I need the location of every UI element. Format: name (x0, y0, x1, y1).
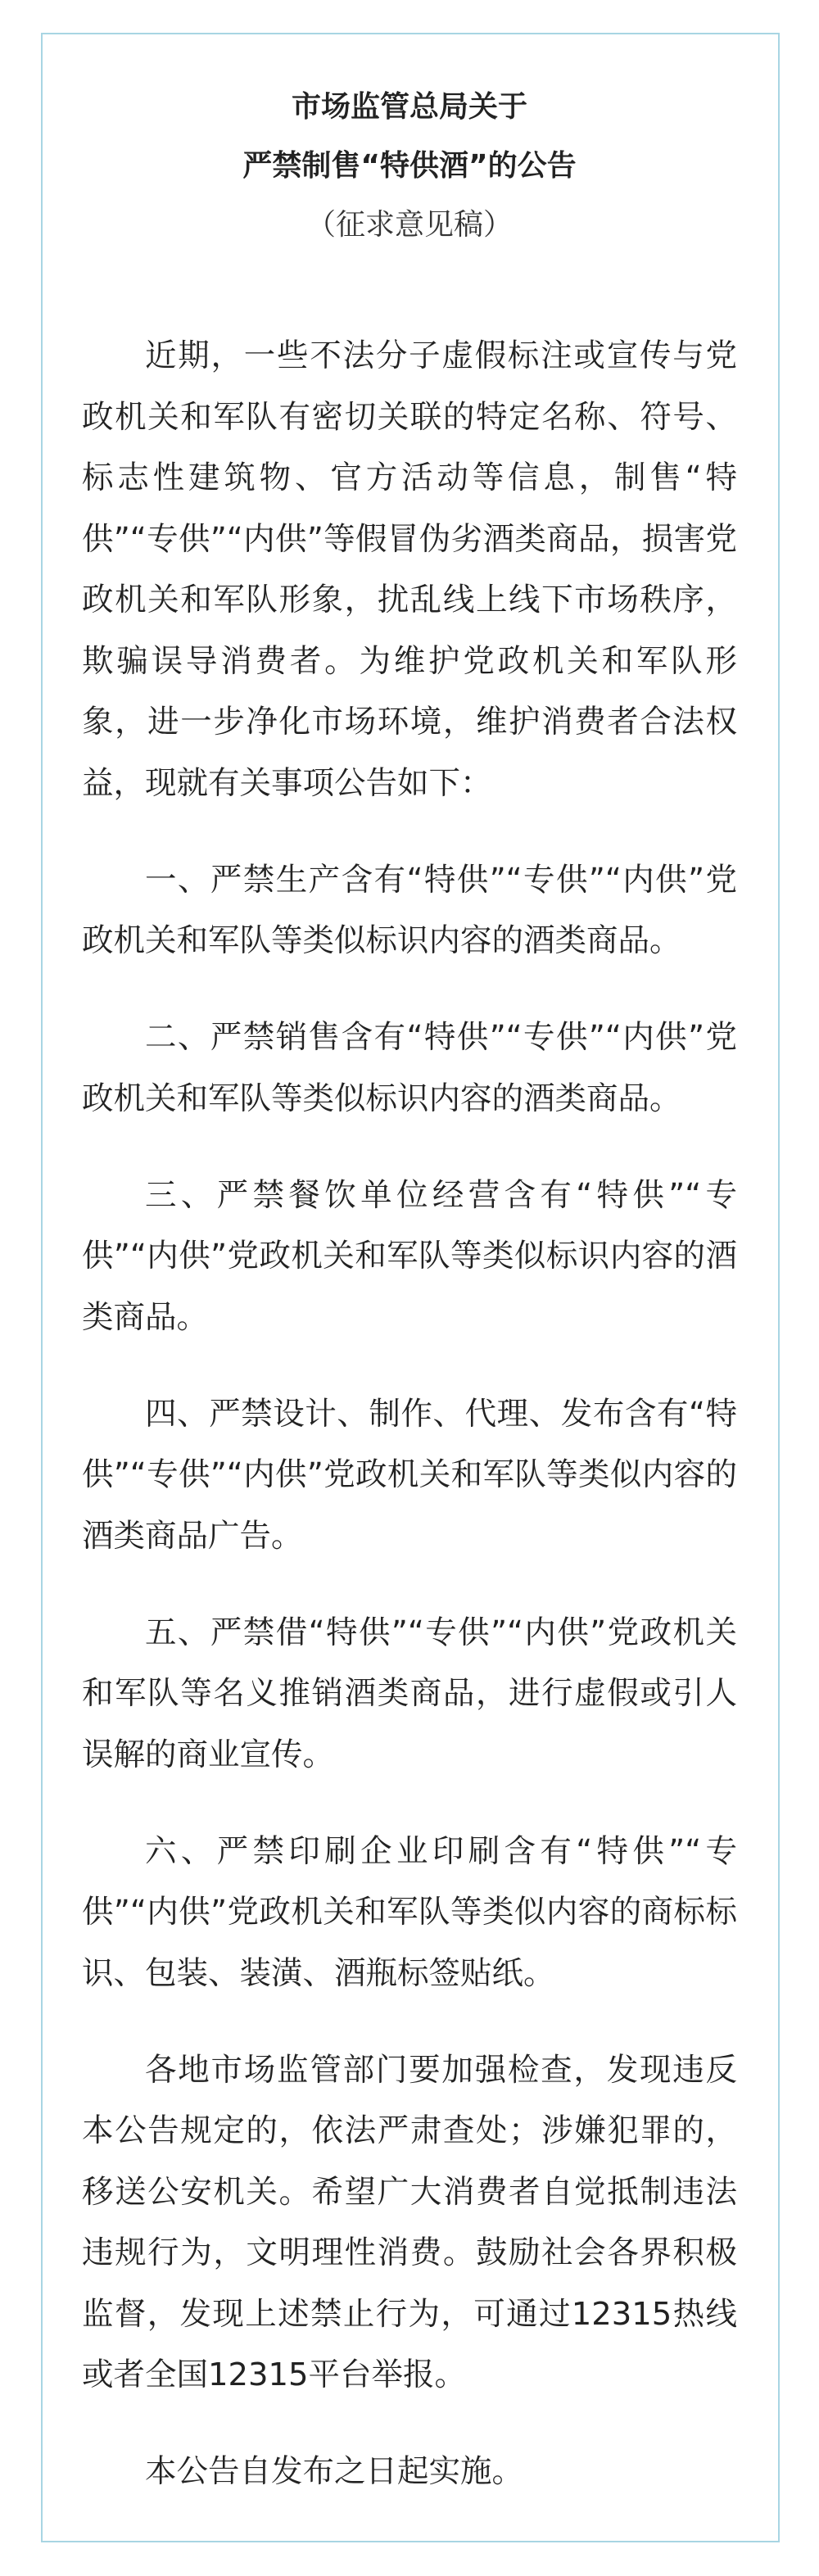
paragraph-item-1: 一、严禁生产含有“特供”“专供”“内供”党政机关和军队等类似标识内容的酒类商品。 (82, 861, 737, 959)
paragraph-item-2: 二、严禁销售含有“特供”“专供”“内供”党政机关和军队等类似标识内容的酒类商品。 (82, 1019, 737, 1117)
paragraph-intro: 近期，一些不法分子虚假标注或宣传与党政机关和军队有密切关联的特定名称、符号、标志性建筑物、官方活动等信息，制售“特供”“专供”“内供”等假冒伪劣酒类商品，损害党政机关和军队形象，扰乱线上线下市场秩序，欺骗误导消费者。为维护党政机关和军队形象，进一步净化市场环境，维护消费者合法权益，现就有关事项公告如下： (82, 337, 737, 802)
paragraph-item-5: 五、严禁借“特供”“专供”“内供”党政机关和军队等名义推销酒类商品，进行虚假或引人误解的商业宣传。 (82, 1614, 737, 1773)
notice-subtitle: （征求意见稿） (305, 208, 513, 242)
notice-title-line-1: 市场监管总局关于 (291, 90, 527, 124)
paragraph-enforcement: 各地市场监管部门要加强检查，发现违反本公告规定的，依法严肃查处；涉嫌犯罪的，移送公安机关。希望广大消费者自觉抵制违法违规行为，文明理性消费。鼓励社会各界积极监督，发现上述禁止行为，可通过12315热线或者全国12315平台举报。 (82, 2051, 737, 2393)
paragraph-effective-date: 本公告自发布之日起实施。 (145, 2453, 524, 2490)
notice-body (82, 326, 737, 2503)
notice-title-line-2: 严禁制售“特供酒”的公告 (242, 149, 577, 183)
paragraph-item-3: 三、严禁餐饮单位经营含有“特供”“专供”“内供”党政机关和军队等类似标识内容的酒类商品。 (82, 1176, 737, 1336)
notice-header (0, 78, 819, 251)
paragraph-item-4: 四、严禁设计、制作、代理、发布含有“特供”“专供”“内供”党政机关和军队等类似内容的酒类商品广告。 (82, 1395, 737, 1555)
paragraph-item-6: 六、严禁印刷企业印刷含有“特供”“专供”“内供”党政机关和军队等类似内容的商标标识、包装、装潢、酒瓶标签贴纸。 (82, 1832, 737, 1992)
